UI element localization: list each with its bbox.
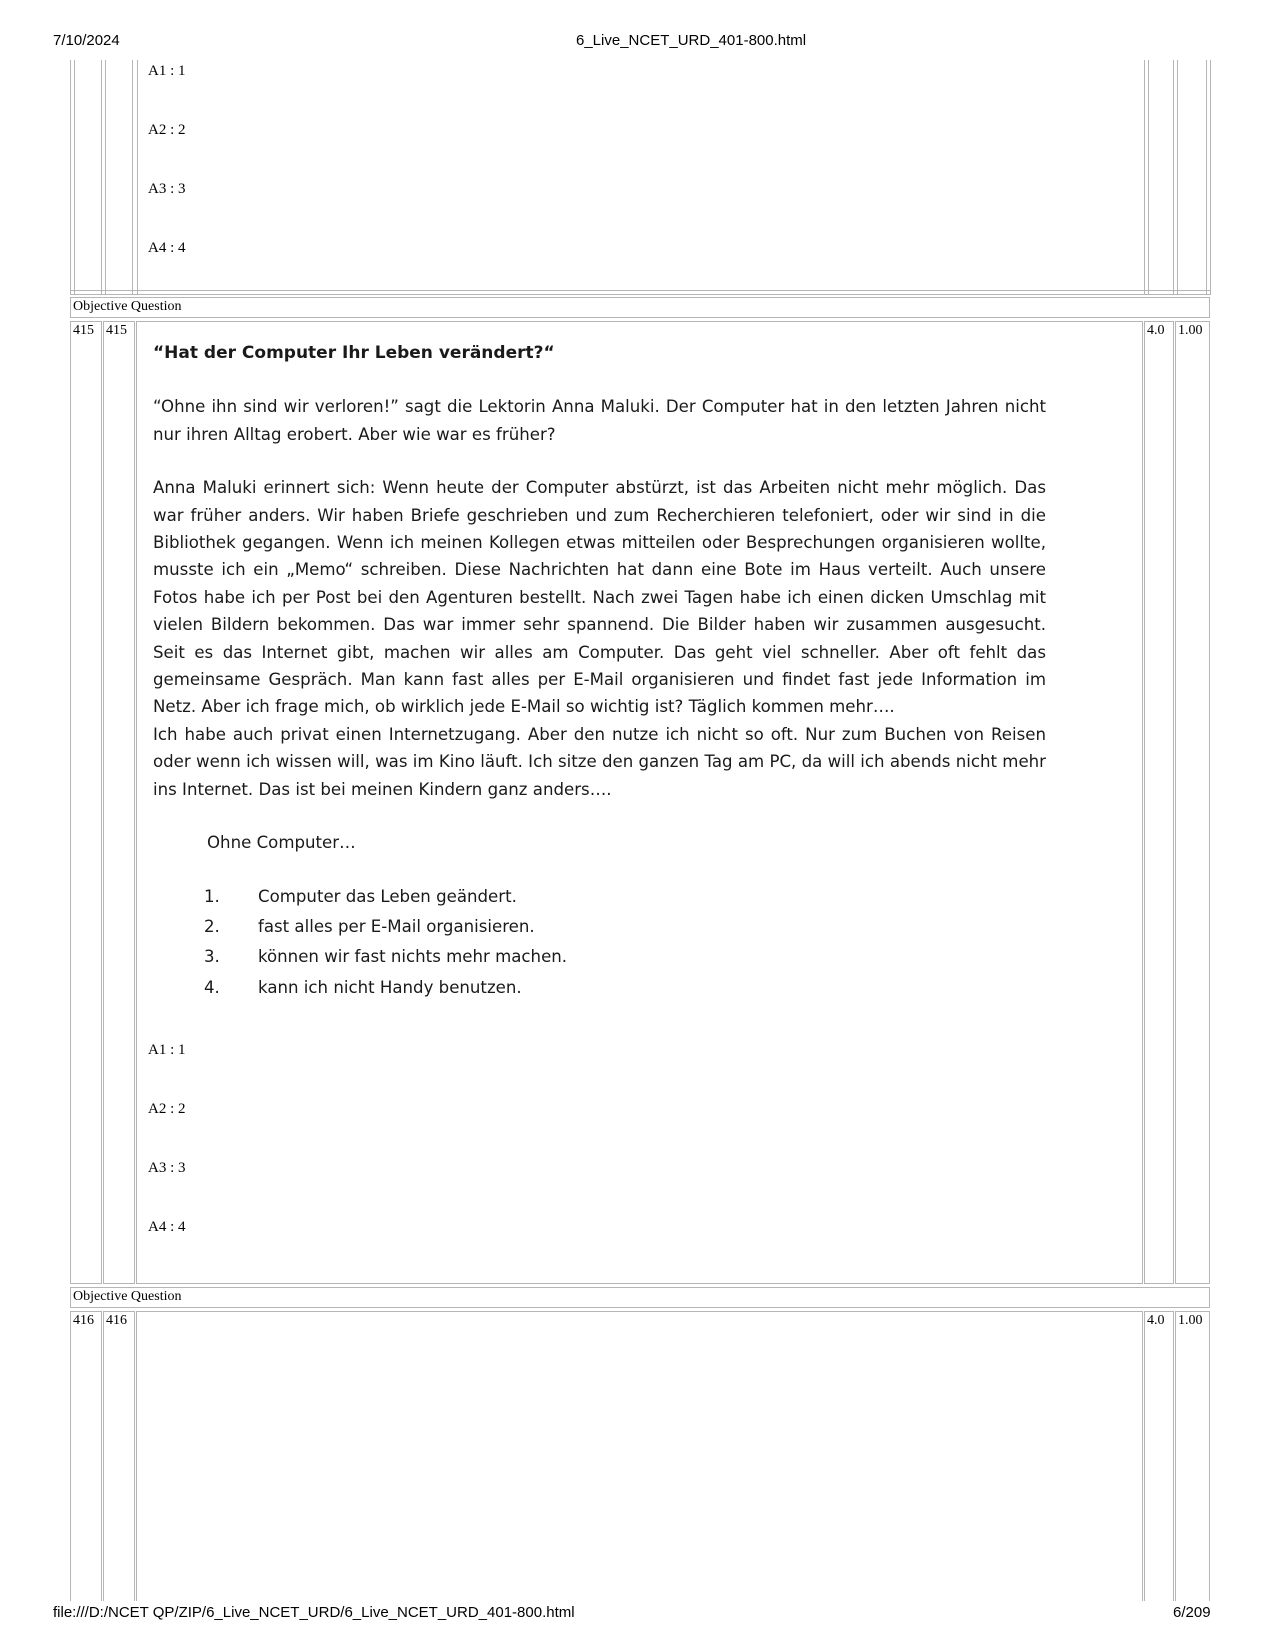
question-number: 415 [106, 323, 127, 338]
option-3-text: können wir fast nichts mehr machen. [258, 947, 568, 966]
print-title: 6_Live_NCET_URD_401-800.html [576, 32, 807, 49]
marks-cell [1144, 321, 1174, 1284]
serial-number: 415 [73, 323, 94, 338]
option-4-number: 4. [204, 978, 220, 997]
question-body-cell [136, 1311, 1143, 1601]
question-type-row [70, 1287, 1210, 1308]
answer-option-2: A2 : 2 [148, 122, 186, 138]
sno-cell [70, 321, 102, 1284]
marks-cell [1144, 1311, 1174, 1601]
marks-value: 4.0 [1147, 323, 1165, 338]
print-file-path: file:///D:/NCET QP/ZIP/6_Live_NCET_URD/6_Live_NCET_URD_401-800.html [53, 1604, 575, 1621]
passage-title: “Hat der Computer Ihr Leben verändert?“ [153, 343, 555, 363]
option-2-number: 2. [204, 917, 220, 936]
sno-cell [70, 1311, 102, 1601]
passage-paragraph-2: Anna Maluki erinnert sich: Wenn heute der Computer abstürzt, ist das Arbeiten nicht mehr möglich. Das war früher anders. Wir haben Briefe geschrieben und zum Recherchieren telefoniert, oder wir sind in die Bibliothek gegangen. Wenn ich meinen Kollegen etwas mitteilen oder Besprechungen organisieren wollte, musste ich ein „Memo“ schreiben. Diese Nachrichten hat dann eine Bote im Haus verteilt. Auch unsere Fotos habe ich per Post bei den Agenturen bestellt. Nach zwei Tagen habe ich einen dicken Umschlag mit vielen Bildern bekommen. Das war immer sehr spannend. Die Bilder haben wir zusammen ausgesucht. Seit es das Internet gibt, machen wir alles am Computer. Das geht viel schneller. Aber oft fehlt das gemeinsame Gespräch. Man kann fast alles per E-Mail organisieren und findet fast jede Information im Netz. Aber ich frage mich, ob wirklich jede E-Mail so wichtig ist? Täglich kommen mehr…. [153, 478, 1046, 717]
answer-option-3: A3 : 3 [148, 1160, 186, 1176]
qno-cell [103, 321, 135, 1284]
answer-option-3: A3 : 3 [148, 181, 186, 197]
question-type-label: Objective Question [73, 1289, 182, 1304]
serial-number: 416 [73, 1313, 94, 1328]
question-type-label: Objective Question [73, 299, 182, 314]
negative-marks-cell [1175, 321, 1210, 1284]
question-number: 416 [106, 1313, 127, 1328]
option-4-text: kann ich nicht Handy benutzen. [258, 978, 522, 997]
question-passage [153, 340, 1046, 857]
option-1-text: Computer das Leben geändert. [258, 887, 517, 906]
option-1-number: 1. [204, 887, 220, 906]
print-page-number: 6/209 [1173, 1604, 1211, 1621]
option-3-number: 3. [204, 947, 220, 966]
answer-option-2: A2 : 2 [148, 1101, 186, 1117]
answer-option-1: A1 : 1 [148, 63, 186, 79]
option-2-text: fast alles per E-Mail organisieren. [258, 917, 535, 936]
passage-paragraph-3: Ich habe auch privat einen Internetzugang. Aber den nutze ich nicht so oft. Nur zum Buchen von Reisen oder wenn ich wissen will, was im Kino läuft. Ich sitze den ganzen Tag am PC, da will ich abends nicht mehr ins Internet. Das ist bei meinen Kindern ganz anders…. [153, 724, 1046, 799]
answer-option-4: A4 : 4 [148, 240, 186, 256]
negative-marks-cell [1175, 1311, 1210, 1601]
qno-cell [103, 1311, 135, 1601]
negative-marks-value: 1.00 [1178, 323, 1203, 338]
answer-option-1: A1 : 1 [148, 1042, 186, 1058]
print-date: 7/10/2024 [53, 32, 120, 49]
question-type-row [70, 297, 1210, 318]
marks-value: 4.0 [1147, 1313, 1165, 1328]
passage-paragraph-1: “Ohne ihn sind wir verloren!” sagt die Lektorin Anna Maluki. Der Computer hat in den letzten Jahren nicht nur ihren Alltag erobert. Aber wie war es früher? [153, 397, 1046, 444]
negative-marks-value: 1.00 [1178, 1313, 1203, 1328]
answer-option-4: A4 : 4 [148, 1219, 186, 1235]
question-stem: Ohne Computer… [207, 833, 356, 853]
